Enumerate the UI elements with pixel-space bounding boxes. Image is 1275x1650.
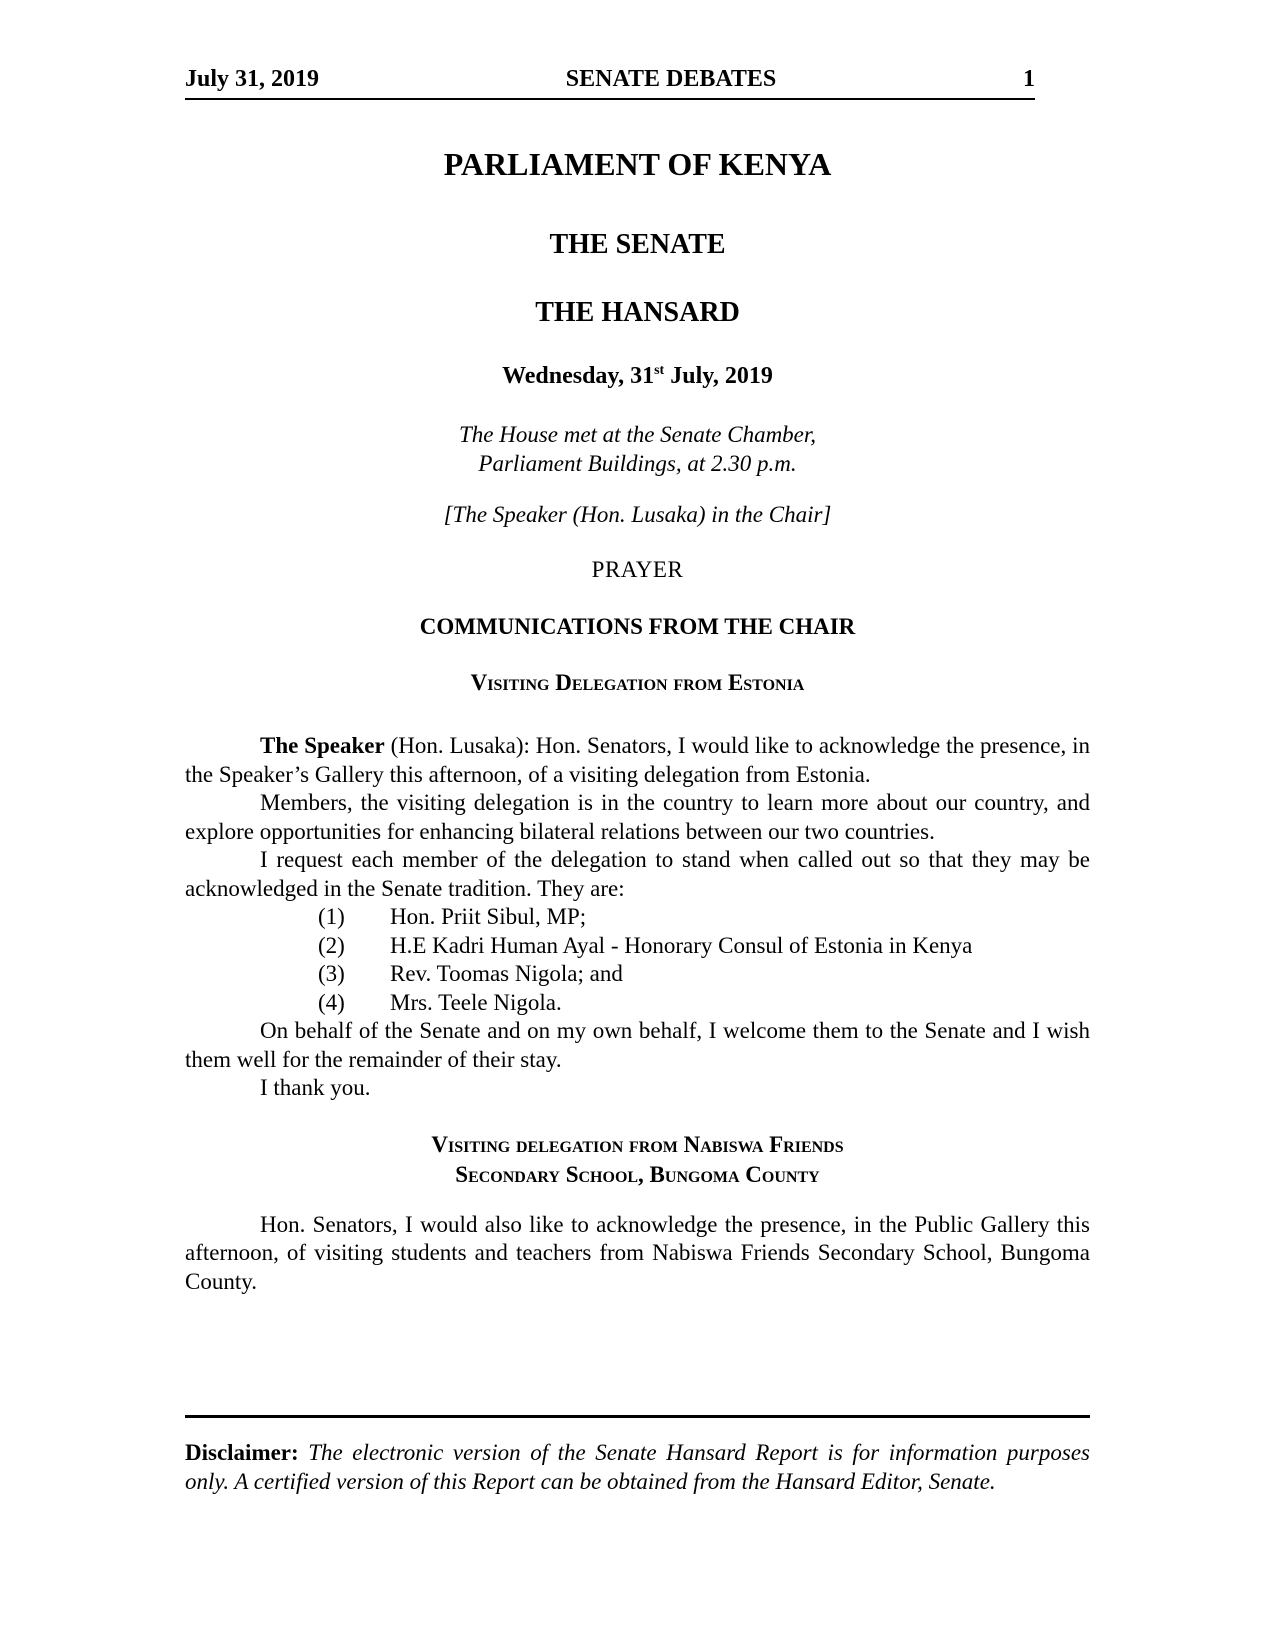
delegate-item <box>185 960 1090 989</box>
transcript-body <box>185 732 1090 1296</box>
speaker-intro-text: (Hon. Lusaka): Hon. Senators, I would like to acknowledge the presence, in the Speaker’s Gallery this afternoon, of a visiting delegation from Estonia. <box>185 733 1091 787</box>
document-title: PARLIAMENT OF KENYA <box>443 146 832 182</box>
header-title: SENATE DEBATES <box>565 66 777 92</box>
subsection-nabiswa-line-2: Secondary School, Bungoma County <box>455 1161 820 1187</box>
masthead <box>185 146 1090 698</box>
record-title: THE HANSARD <box>535 297 740 328</box>
delegate-name: Mrs. Teele Nigola. <box>390 989 562 1015</box>
speaker-name: The Speaker <box>260 733 385 758</box>
paragraph-request: I request each member of the delegation to stand when called out so that they may be acknowledged in the Senate tradition. They are: <box>185 847 1090 901</box>
paragraph-thanks: I thank you. <box>260 1075 371 1100</box>
paragraph-nabiswa: Hon. Senators, I would also like to acknowledge the presence, in the Public Gallery this afternoon, of visiting students and teachers from Nabiswa Friends Secondary School, Bungoma County. <box>185 1211 1090 1294</box>
delegate-name: H.E Kadri Human Ayal - Honorary Consul of Estonia in Kenya <box>390 932 973 958</box>
delegate-item <box>185 903 1090 932</box>
venue-line-2: Parliament Buildings, at 2.30 p.m. <box>478 451 797 476</box>
delegate-name: Hon. Priit Sibul, MP; <box>390 904 587 929</box>
chamber-title: THE SENATE <box>549 229 726 260</box>
disclaimer-label: Disclaimer: <box>185 1440 299 1465</box>
delegate-item <box>185 932 1090 961</box>
header-date: July 31, 2019 <box>185 66 320 92</box>
venue-line-1: The House met at the Senate Chamber, <box>458 422 817 447</box>
paragraph-welcome: On behalf of the Senate and on my own behalf, I welcome them to the Senate and I wish them well for the remainder of their stay. <box>185 1018 1090 1072</box>
delegates-list <box>185 903 1090 1017</box>
venue-note <box>185 420 1090 478</box>
sitting-date <box>185 363 1090 390</box>
sitting-date-ordinal: st <box>654 363 665 378</box>
subsection-nabiswa-line-1: Visiting delegation from Nabiswa Friends <box>431 1131 844 1157</box>
section-heading-communications: COMMUNICATIONS FROM THE CHAIR <box>419 614 856 639</box>
chair-note: [The Speaker (Hon. Lusaka) in the Chair] <box>443 502 832 527</box>
disclaimer <box>185 1438 1090 1496</box>
page-footer <box>185 1415 1090 1496</box>
delegate-number: (2) <box>318 932 345 958</box>
delegate-item <box>185 989 1090 1018</box>
delegate-number: (4) <box>318 989 345 1015</box>
disclaimer-text: The electronic version of the Senate Hansard Report is for information purposes only. A certified version of this Report can be obtained from the Hansard Editor, Senate. <box>185 1440 1090 1494</box>
subsection-heading-nabiswa <box>185 1130 1090 1190</box>
subsection-heading-estonia: Visiting Delegation from Estonia <box>470 670 805 695</box>
delegate-number: (1) <box>318 904 345 929</box>
sitting-date-prefix: Wednesday, 31 <box>502 363 655 389</box>
delegate-name: Rev. Toomas Nigola; and <box>390 961 623 986</box>
page-header <box>185 66 1035 100</box>
footer-rule <box>185 1415 1090 1418</box>
sitting-date-suffix: July, 2019 <box>664 363 773 389</box>
delegate-number: (3) <box>318 961 345 986</box>
prayer-heading: PRAYER <box>591 557 684 582</box>
header-page-number: 1 <box>1023 66 1035 92</box>
paragraph-speaker-acknowledge <box>185 732 1090 789</box>
paragraph-members: Members, the visiting delegation is in the country to learn more about our country, and explore opportunities for enhancing bilateral relations between our two countries. <box>185 790 1090 844</box>
